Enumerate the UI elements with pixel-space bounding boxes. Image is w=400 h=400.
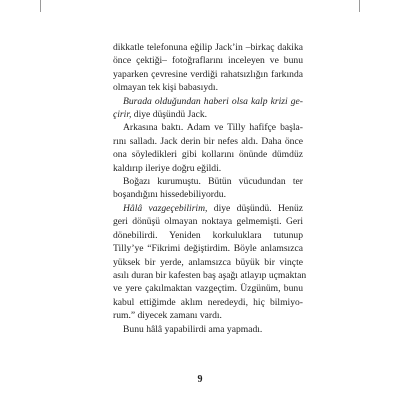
text-span: Boğazı kurumuştu. Bütün vücudundan ter [123,176,303,188]
text-line [113,81,303,94]
italic-text: Burada olduğundan haberi olsa kalp krizi ge- [123,95,303,107]
text-line [113,95,303,108]
text-line [113,296,303,309]
text-line [113,54,303,67]
crop-mark-right [359,0,360,12]
text-span: geri dönüşü olmayan noktaya gelmemişti. Geri [113,216,303,228]
text-span: olmayan tek kişi babasıydı. [113,82,218,94]
text-span: Bunu hâlâ yapabilirdi ama yapmadı. [123,323,263,335]
paragraph [113,41,303,95]
page-number: 9 [197,374,203,385]
text-span: dikkatle telefonuna eğilip Jack’in –birkaç dakika [113,42,303,53]
text-line [113,282,303,295]
paragraph [113,95,303,122]
text-span: boşandığını hissedebiliyordu. [113,189,226,201]
text-line [113,41,303,54]
text-line [113,323,303,336]
text-span: ona söyledikleri gibi kollarını önünde dümdüz [113,149,303,161]
crop-mark-left [40,0,41,12]
paragraph [113,121,303,175]
text-line [113,148,303,161]
text-line [113,162,303,175]
text-line [113,175,303,188]
text-span: rum.” diyecek zamanı vardı. [113,310,222,322]
text-span: kaldırıp ileriye doğru eğildi. [113,162,222,174]
text-line [113,121,303,134]
text-line [113,269,307,282]
text-line [113,202,303,215]
text-line [113,108,303,121]
text-line [113,229,303,242]
text-span: yaparken çevresine verdiği rahatsızlığın farkında [113,68,303,80]
text-line [113,256,303,269]
paragraph [113,175,303,202]
body-text [113,41,307,336]
text-line [113,309,303,322]
paragraph [113,323,303,336]
text-span: kabul ettiğimde aklım neredeydi, hiç bilmiyo- [113,296,303,308]
text-span: Arkasına baktı. Adam ve Tilly hafifçe başla- [123,122,303,134]
text-line [113,135,303,148]
text-span: Tilly’ye “Fikrimi değiştirdim. Böyle anlamsızca [113,243,303,255]
text-line [113,215,303,228]
text-span: dönebilirdi. Yeniden korkuluklara tutunup [113,229,303,241]
text-span: asılı duran bir kafesten baş aşağı atlayıp uçmaktan [113,269,307,281]
text-line [113,68,303,81]
text-span: önce çektiği– fotoğraflarını inceleyen ve bunu [113,55,303,67]
italic-text: çirir, [113,109,132,121]
italic-text: Hâlâ vazgeçebilirim, [123,202,208,214]
text-span: diye düşündü Jack. [131,109,208,121]
paragraph [113,202,307,323]
text-line [113,242,303,255]
text-span: diye düşündü. Henüz [207,202,303,214]
text-line [113,188,303,201]
text-span: ve yere çakılmaktan vazgeçtim. Üzgünüm, bunu [113,283,303,295]
text-span: yüksek bir yerde, anlamsızca büyük bir vinçte [113,256,303,268]
text-span: rını salladı. Jack derin bir nefes aldı. Daha önce [113,135,303,147]
